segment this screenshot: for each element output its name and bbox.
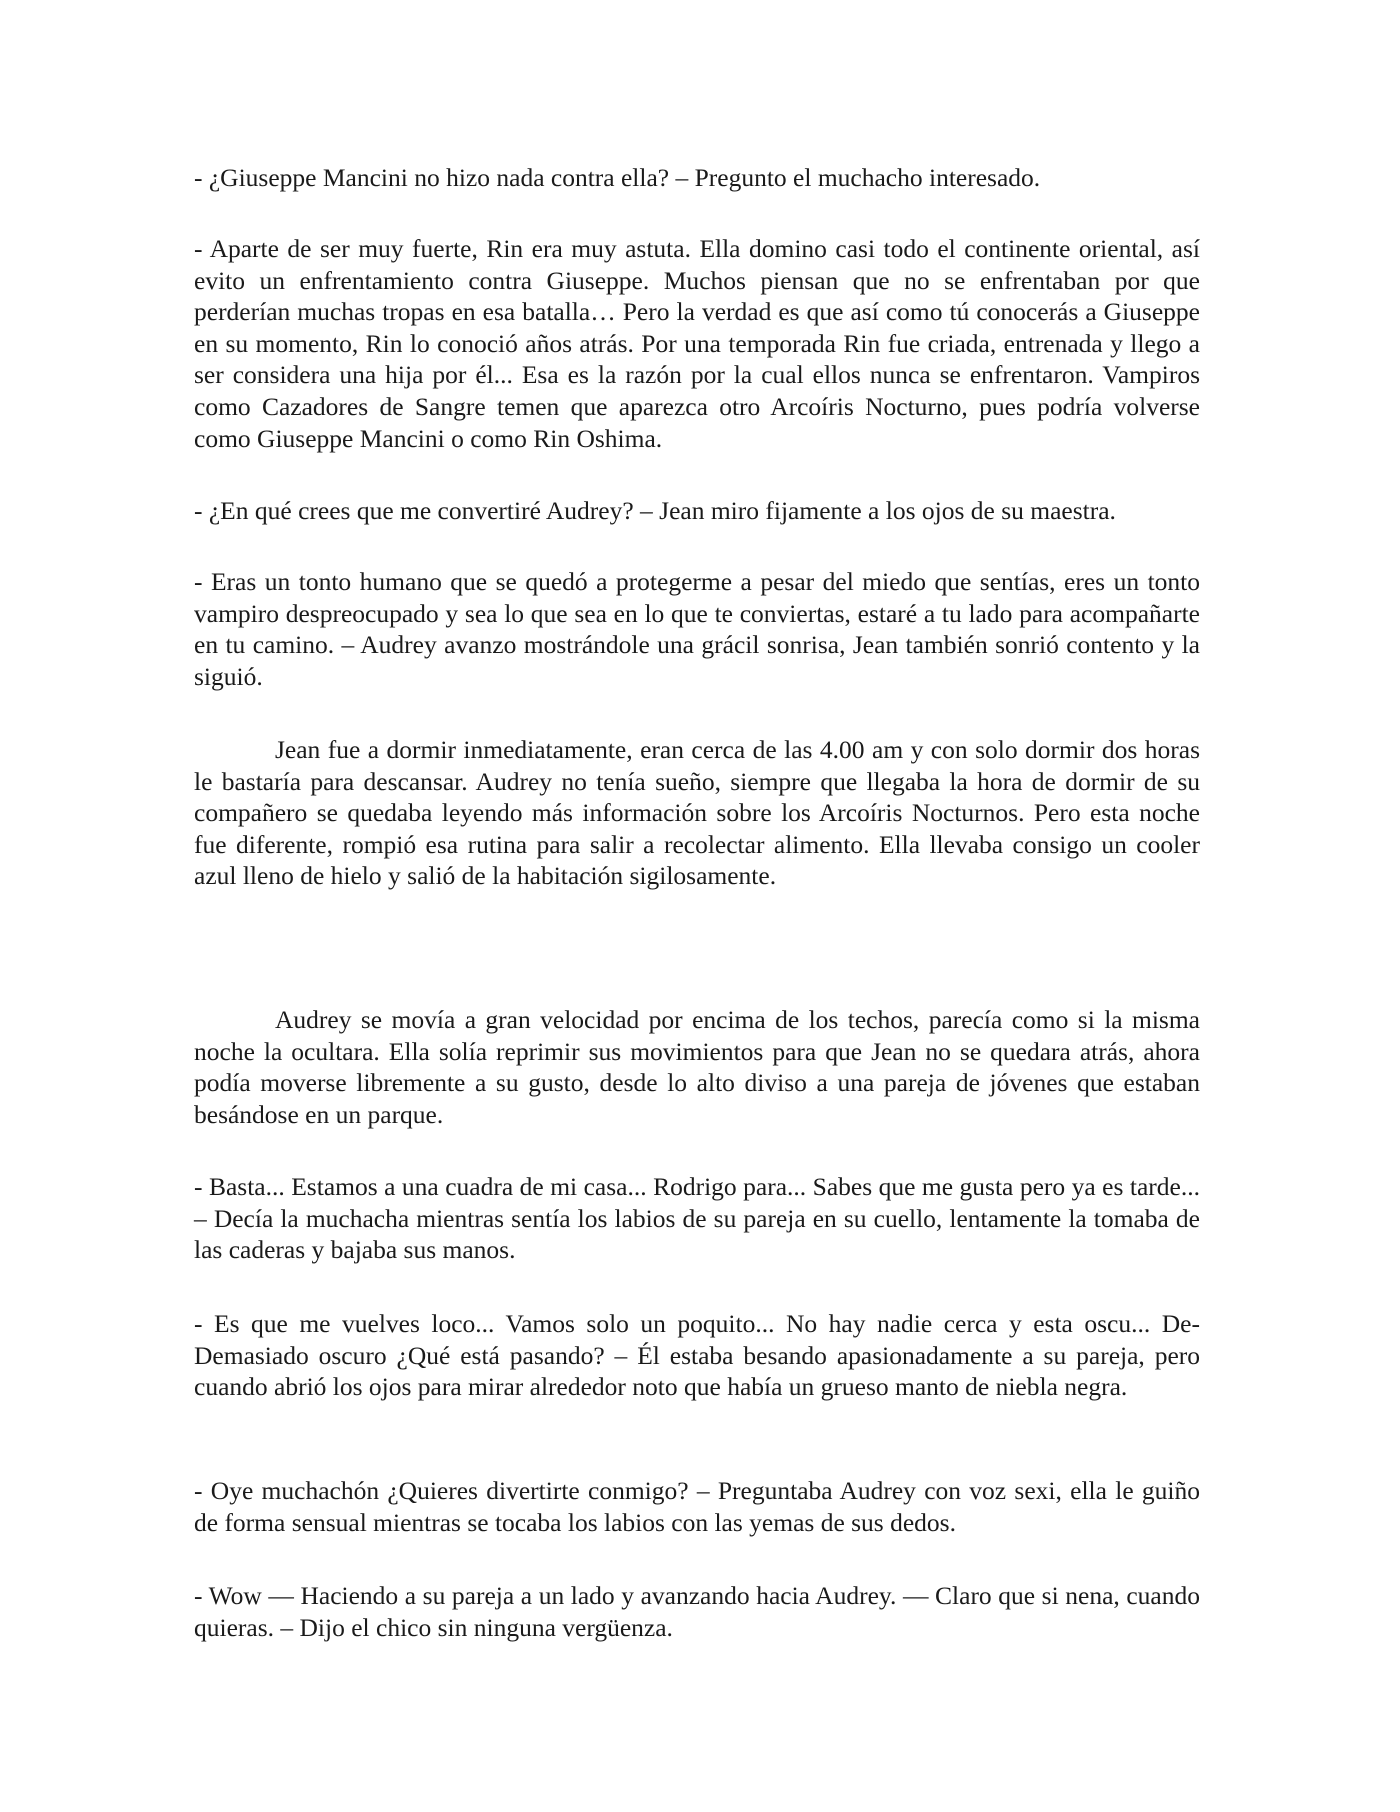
paragraph-5: Jean fue a dormir inmediatamente, eran cerca de las 4.00 am y con solo dormir dos horas le bastaría para descansar. Audrey no tenía sueño, siempre que llegaba la hora de dormir de su compañero se quedaba leyendo más información sobre los Arcoíris Nocturnos. Pero esta noche fue diferente, rompió esa rutina para salir a recolectar alimento. Ella llevaba consigo un cooler azul lleno de hielo y salió de la habitación sigilosamente. xyxy=(194,735,1200,891)
paragraph-7: - Basta... Estamos a una cuadra de mi casa... Rodrigo para... Sabes que me gusta pero ya es tarde... – Decía la muchacha mientras sentía los labios de su pareja en su cuello, lentamente la tomaba de las caderas y bajaba sus manos. xyxy=(194,1172,1200,1265)
paragraph-9: - Oye muchachón ¿Quieres divertirte conmigo? – Preguntaba Audrey con voz sexi, ella le guiño de forma sensual mientras se tocaba los labios con las yemas de sus dedos. xyxy=(194,1476,1200,1537)
paragraph-4: - Eras un tonto humano que se quedó a protegerme a pesar del miedo que sentías, eres un tonto vampiro despreocupado y sea lo que sea en lo que te conviertas, estaré a tu lado para acompañarte en tu camino. – Audrey avanzo mostrándole una grácil sonrisa, Jean también sonrió contento y la siguió. xyxy=(194,567,1200,691)
paragraph-1: - ¿Giuseppe Mancini no hizo nada contra ella? – Pregunto el muchacho interesado. xyxy=(194,163,1041,192)
paragraph-6: Audrey se movía a gran velocidad por encima de los techos, parecía como si la misma noche la ocultara. Ella solía reprimir sus movimientos para que Jean no se quedara atrás, ahora podía moverse libremente a su gusto, desde lo alto diviso a una pareja de jóvenes que estaban besándose en un parque. xyxy=(194,1005,1200,1129)
paragraph-3: - ¿En qué crees que me convertiré Audrey? – Jean miro fijamente a los ojos de su maestra. xyxy=(194,496,1116,525)
paragraph-8: - Es que me vuelves loco... Vamos solo un poquito... No hay nadie cerca y esta oscu... De-Demasiado oscuro ¿Qué está pasando? – Él estaba besando apasionadamente a su pareja, pero cuando abrió los ojos para mirar alrededor noto que había un grueso manto de niebla negra. xyxy=(194,1309,1200,1402)
paragraph-2: - Aparte de ser muy fuerte, Rin era muy astuta. Ella domino casi todo el continente oriental, así evito un enfrentamiento contra Giuseppe. Muchos piensan que no se enfrentaban por que perderían muchas tropas en esa batalla… Pero la verdad es que así como tú conocerás a Giuseppe en su momento, Rin lo conoció años atrás. Por una temporada Rin fue criada, entrenada y llego a ser considera una hija por él... Esa es la razón por la cual ellos nunca se enfrentaron. Vampiros como Cazadores de Sangre temen que aparezca otro Arcoíris Nocturno, pues podría volverse como Giuseppe Mancini o como Rin Oshima. xyxy=(194,234,1200,453)
paragraph-10: - Wow — Haciendo a su pareja a un lado y avanzando hacia Audrey. — Claro que si nena, cuando quieras. – Dijo el chico sin ninguna vergüenza. xyxy=(194,1581,1200,1642)
